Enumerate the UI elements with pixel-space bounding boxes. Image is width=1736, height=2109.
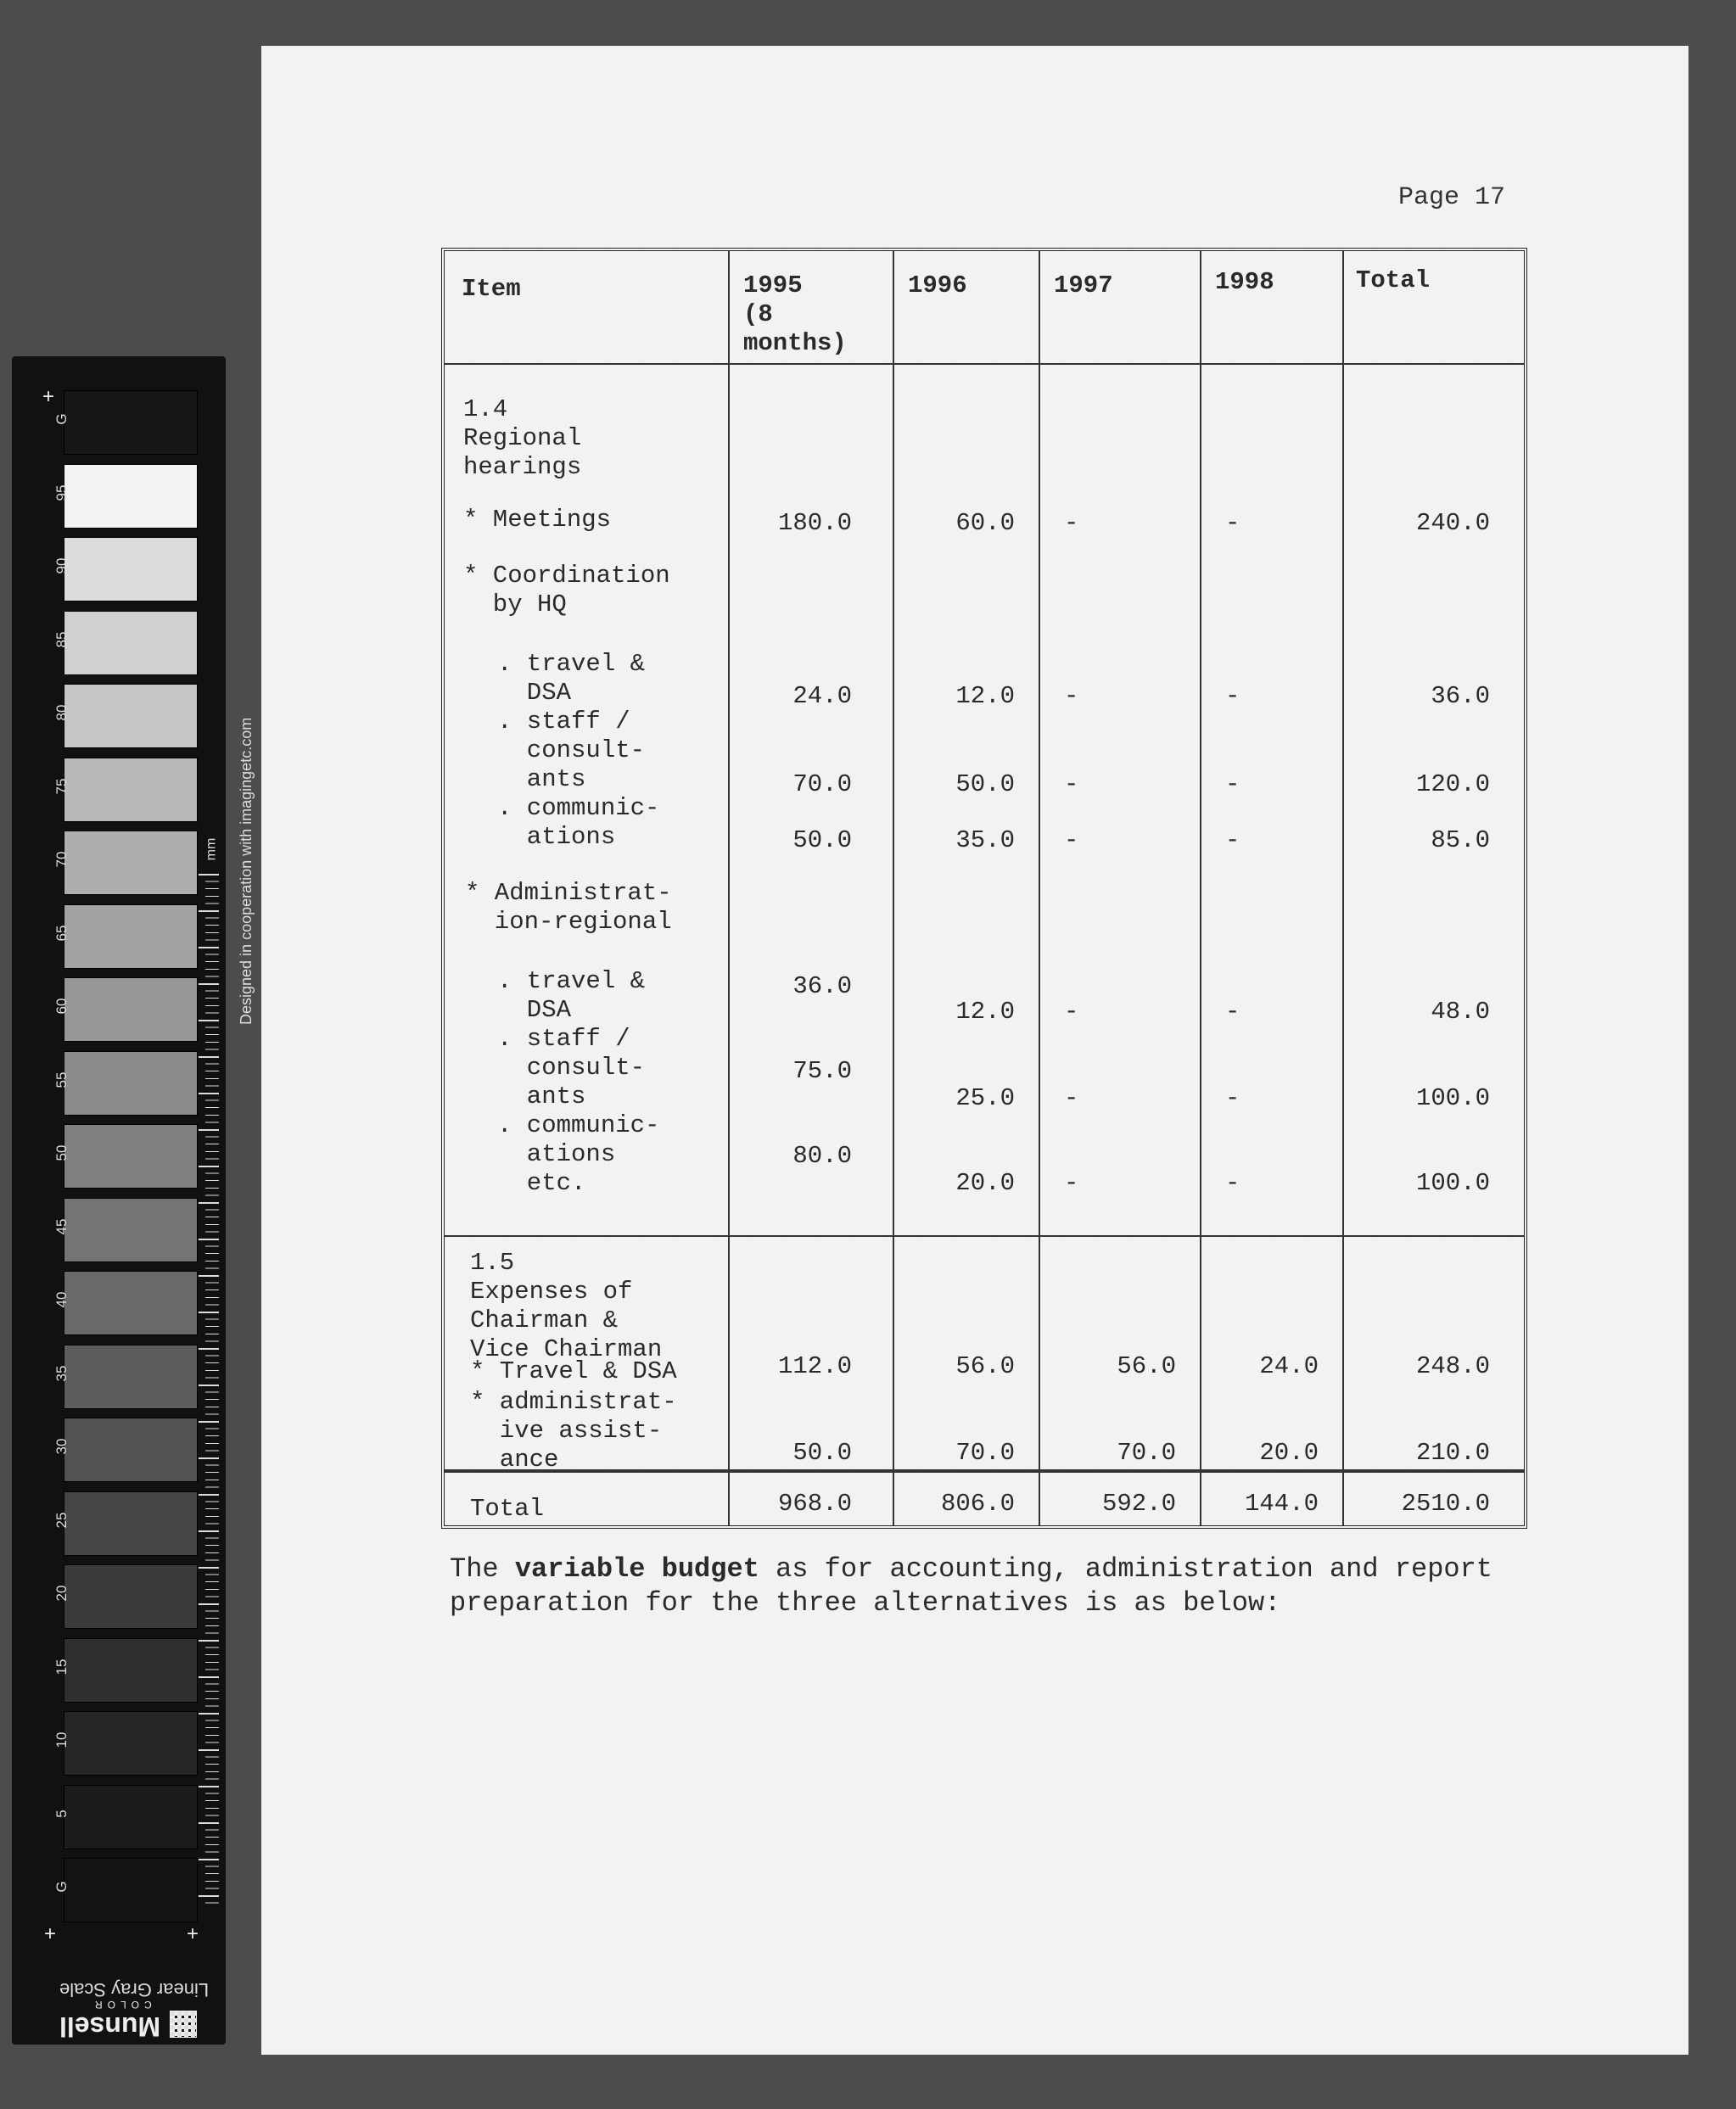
gray-step-label: 85: [53, 631, 70, 647]
gray-step-label: 95: [53, 484, 70, 501]
gray-patch: [64, 1051, 198, 1116]
gray-patch: [64, 758, 198, 822]
table-value-cell: -: [1064, 1084, 1079, 1112]
table-value-cell: 35.0: [955, 826, 1015, 854]
table-value-cell: 24.0: [1259, 1352, 1319, 1380]
table-value-cell: -: [1225, 1169, 1240, 1197]
scale-unit: mm: [204, 837, 219, 861]
ruler-minor-ticks: [205, 874, 219, 1909]
table-value-cell: 50.0: [792, 826, 852, 854]
table-value-cell: 968.0: [777, 1490, 852, 1518]
row-label-chair-travel: * Travel & DSA: [470, 1357, 677, 1385]
table-value-cell: 12.0: [955, 998, 1015, 1026]
table-value-cell: 25.0: [955, 1084, 1015, 1112]
gray-patch: [64, 1124, 198, 1189]
gray-step-label: 80: [53, 704, 70, 721]
row-label-coord-comm: . communic- ations: [497, 794, 660, 851]
table-value-cell: 112.0: [777, 1352, 852, 1380]
gray-patch: [64, 1858, 198, 1922]
table-value-cell: 56.0: [1117, 1352, 1176, 1380]
table-value-cell: 20.0: [955, 1169, 1015, 1197]
table-value-cell: 50.0: [955, 770, 1015, 798]
footer-pre: The: [450, 1553, 515, 1585]
column-divider: [1039, 251, 1040, 1525]
gray-step-label: 65: [53, 925, 70, 941]
table-value-cell: 56.0: [955, 1352, 1015, 1380]
gray-step-label: 5: [53, 1809, 70, 1818]
plus-mark: +: [44, 1922, 57, 1945]
brand-name: Munsell: [59, 2011, 161, 2042]
gray-step-label: 60: [53, 998, 70, 1015]
row-label-coord-travel: . travel & DSA: [497, 650, 646, 707]
row-label-admin-comm: . communic- ations etc.: [497, 1111, 660, 1197]
table-value-cell: 12.0: [955, 682, 1015, 710]
gray-step-label: 25: [53, 1512, 70, 1528]
gray-step-label: 50: [53, 1144, 70, 1161]
header-divider: [445, 363, 1524, 365]
table-value-cell: 100.0: [1415, 1169, 1490, 1197]
gray-step-label: 35: [53, 1365, 70, 1381]
gray-step-label: 10: [53, 1731, 70, 1748]
scale-credit: Designed in cooperation with imagingetc.com: [238, 717, 255, 1025]
header-item: Item: [462, 275, 521, 303]
table-value-cell: 210.0: [1415, 1439, 1490, 1467]
table-value-cell: 50.0: [792, 1439, 852, 1467]
gray-patch: [64, 831, 198, 895]
table-value-cell: 75.0: [792, 1057, 852, 1085]
gray-patch: [64, 1785, 198, 1849]
scale-title: Linear Gray Scale: [59, 1979, 210, 2000]
document-page: [261, 46, 1688, 2055]
row-label-chair-admin: * administrat- ive assist- ance: [470, 1388, 677, 1474]
section-title-1-4: 1.4 Regional hearings: [463, 395, 582, 481]
table-value-cell: -: [1225, 1084, 1240, 1112]
row-label-coord-staff: . staff / consult- ants: [497, 708, 646, 793]
table-value-cell: -: [1225, 826, 1240, 854]
table-value-cell: 120.0: [1415, 770, 1490, 798]
table-value-cell: -: [1064, 998, 1079, 1026]
table-value-cell: 24.0: [792, 682, 852, 710]
row-label-total: Total: [470, 1495, 545, 1523]
section-divider: [445, 1235, 1524, 1237]
table-value-cell: 592.0: [1101, 1490, 1176, 1518]
row-label-administration: * Administrat- ion-regional: [465, 879, 672, 936]
header-1995: 1995 (8 months): [743, 271, 847, 357]
table-value-cell: -: [1064, 682, 1079, 710]
column-divider: [893, 251, 894, 1525]
table-value-cell: 70.0: [955, 1439, 1015, 1467]
table-value-cell: -: [1064, 509, 1079, 537]
budget-table: [441, 248, 1527, 1529]
plus-mark: +: [187, 1922, 199, 1945]
header-1997: 1997: [1054, 271, 1113, 299]
gray-patch: [64, 1638, 198, 1703]
row-label-admin-travel: . travel & DSA: [497, 967, 646, 1024]
gray-patch: [64, 390, 198, 455]
table-value-cell: 70.0: [792, 770, 852, 798]
gray-patch: [64, 684, 198, 748]
gray-patch: [64, 1418, 198, 1482]
page-number: Page 17: [1398, 183, 1506, 212]
table-value-cell: 60.0: [955, 509, 1015, 537]
footer-post: as for accounting, administration and report preparation for the three alternatives is as below:: [450, 1553, 1492, 1619]
plus-mark: +: [42, 385, 55, 408]
table-value-cell: 2510.0: [1401, 1490, 1490, 1518]
gray-patch: [64, 1198, 198, 1262]
gray-patch: [64, 537, 198, 601]
column-divider: [1200, 251, 1201, 1525]
table-value-cell: -: [1064, 826, 1079, 854]
table-value-cell: -: [1064, 770, 1079, 798]
table-value-cell: 80.0: [792, 1142, 852, 1170]
gray-step-label: G: [53, 413, 70, 425]
gray-step-label: 55: [53, 1071, 70, 1088]
table-value-cell: 85.0: [1431, 826, 1490, 854]
column-divider: [728, 251, 730, 1525]
gray-patch: [64, 1564, 198, 1629]
brand-subtitle: COLOR: [90, 1999, 152, 2011]
table-value-cell: -: [1064, 1169, 1079, 1197]
table-value-cell: -: [1225, 509, 1240, 537]
footer-bold-term: variable budget: [514, 1553, 759, 1585]
table-value-cell: 240.0: [1415, 509, 1490, 537]
table-value-cell: -: [1225, 682, 1240, 710]
gray-step-label: 30: [53, 1438, 70, 1455]
gray-step-label: G: [53, 1881, 70, 1893]
gray-patch: [64, 1271, 198, 1335]
table-value-cell: 248.0: [1415, 1352, 1490, 1380]
munsell-logo-icon: [170, 2011, 197, 2038]
gray-patch: [64, 611, 198, 675]
gray-scale-card: [12, 356, 255, 2045]
section-title-1-5: 1.5 Expenses of Chairman & Vice Chairman: [470, 1249, 663, 1363]
gray-step-label: 75: [53, 778, 70, 794]
table-value-cell: 100.0: [1415, 1084, 1490, 1112]
header-total: Total: [1356, 266, 1431, 294]
table-value-cell: 48.0: [1431, 998, 1490, 1026]
gray-patch: [64, 977, 198, 1042]
table-value-cell: 180.0: [777, 509, 852, 537]
gray-step-label: 20: [53, 1585, 70, 1602]
gray-patch: [64, 1345, 198, 1409]
gray-patch: [64, 464, 198, 529]
table-value-cell: -: [1225, 998, 1240, 1026]
row-label-meetings: * Meetings: [463, 506, 612, 534]
table-value-cell: -: [1225, 770, 1240, 798]
gray-patch: [64, 1491, 198, 1556]
header-1998: 1998: [1215, 268, 1274, 296]
gray-step-label: 90: [53, 557, 70, 574]
gray-patch: [64, 1711, 198, 1776]
footer-paragraph: [450, 1552, 1492, 1620]
table-value-cell: 20.0: [1259, 1439, 1319, 1467]
header-1996: 1996: [908, 271, 967, 299]
gray-step-label: 70: [53, 851, 70, 868]
column-divider: [1342, 251, 1344, 1525]
table-value-cell: 70.0: [1117, 1439, 1176, 1467]
row-label-coordination: * Coordination by HQ: [463, 562, 670, 618]
row-label-admin-staff: . staff / consult- ants: [497, 1025, 646, 1110]
gray-patch: [64, 904, 198, 969]
table-value-cell: 36.0: [792, 972, 852, 1000]
gray-step-label: 45: [53, 1218, 70, 1234]
table-value-cell: 144.0: [1244, 1490, 1319, 1518]
gray-step-label: 40: [53, 1291, 70, 1308]
table-value-cell: 36.0: [1431, 682, 1490, 710]
table-value-cell: 806.0: [940, 1490, 1015, 1518]
gray-step-label: 15: [53, 1659, 70, 1675]
